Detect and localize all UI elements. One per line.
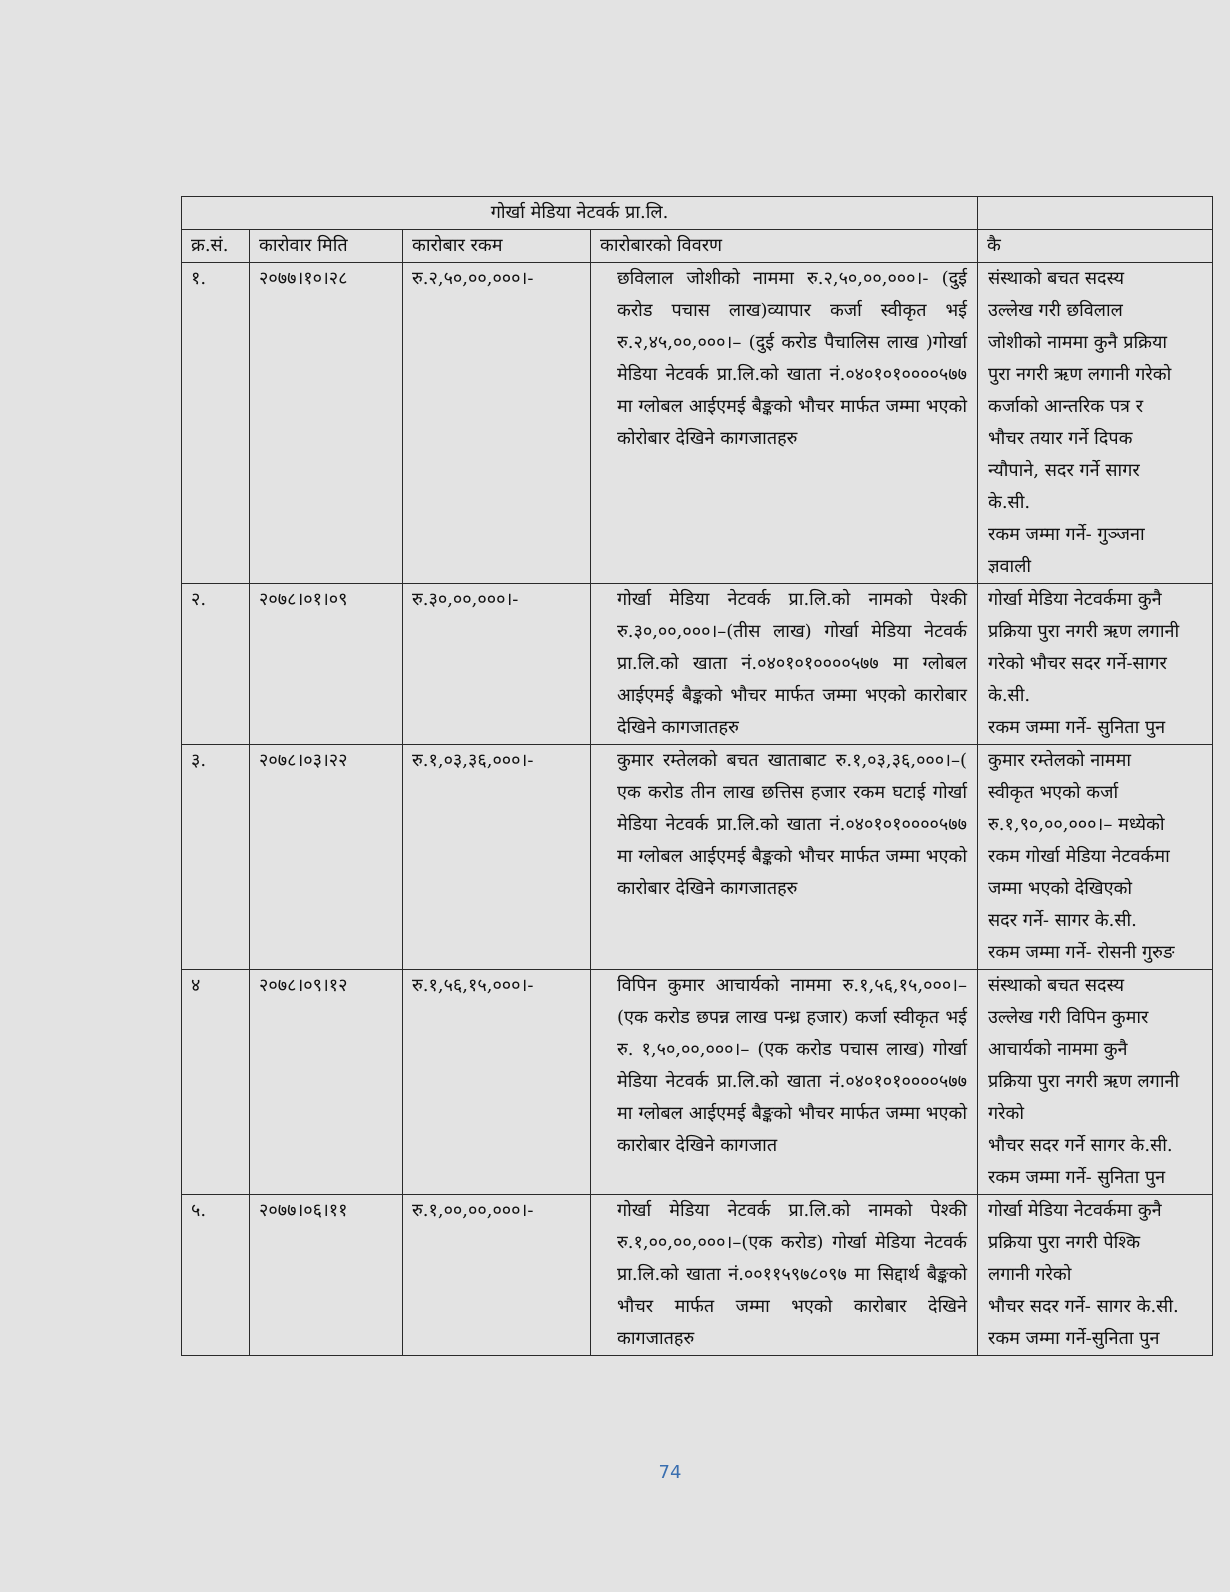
remark-line: उल्लेख गरी विपिन कुमार [988, 1007, 1149, 1028]
page-number: 74 [658, 1462, 682, 1483]
row-amount: रु.२,५०,००,०००।- [403, 263, 591, 584]
remark-line: रकम जम्मा गर्ने- सुनिता पुन [988, 717, 1166, 738]
row-amount: रु.१,०३,३६,०००।- [403, 745, 591, 970]
row-serial: ३. [182, 745, 250, 970]
row-remarks [978, 263, 1213, 584]
row-amount: रु.१,५६,१५,०००।- [403, 970, 591, 1195]
remark-line: आचार्यको नाममा कुनै [988, 1039, 1128, 1060]
remark-line: के.सी. [988, 492, 1031, 513]
table-row [182, 263, 1213, 584]
row-remarks [978, 1195, 1213, 1356]
remark-line: रकम जम्मा गर्ने-सुनिता पुन [988, 1328, 1160, 1349]
header-serial: क्र.सं. [182, 230, 250, 263]
header-description: कारोबारको विवरण [591, 230, 978, 263]
remark-line: ज्ञवाली [988, 556, 1032, 577]
remark-line: उल्लेख गरी छविलाल [988, 300, 1123, 321]
table-title-row [182, 197, 1213, 230]
remark-line: स्वीकृत भएको कर्जा [988, 782, 1119, 803]
table-row [182, 745, 1213, 970]
remark-line: प्रक्रिया पुरा नगरी पेश्कि [988, 1232, 1141, 1253]
remark-line: गोर्खा मेडिया नेटवर्कमा कुनै [988, 589, 1162, 610]
header-amount: कारोबार रकम [403, 230, 591, 263]
remark-line: पुरा नगरी ऋण लगानी गरेको [988, 364, 1172, 385]
row-serial: १. [182, 263, 250, 584]
remark-line: प्रक्रिया पुरा नगरी ऋण लगानी [988, 621, 1180, 642]
remark-line: भौचर तयार गर्ने दिपक [988, 428, 1133, 449]
table-header-row [182, 230, 1213, 263]
remark-line: रकम जम्मा गर्ने- रोसनी गुरुङ [988, 942, 1175, 963]
row-date: २०७८।०१।०९ [250, 584, 403, 745]
table-row [182, 584, 1213, 745]
table-row [182, 970, 1213, 1195]
row-date: २०७७।१०।२८ [250, 263, 403, 584]
remark-line: भौचर सदर गर्ने सागर के.सी. [988, 1135, 1173, 1156]
header-remarks: कै [978, 230, 1213, 263]
transactions-table [181, 196, 1213, 1356]
row-date: २०७८।०३।२२ [250, 745, 403, 970]
remark-line: गोर्खा मेडिया नेटवर्कमा कुनै [988, 1200, 1162, 1221]
remark-line: रकम जम्मा गर्ने- गुञ्जना [988, 524, 1145, 545]
remark-line: रु.१,९०,००,०००।– मध्येको [988, 814, 1165, 835]
remark-line: न्यौपाने, सदर गर्ने सागर [988, 460, 1140, 481]
remark-line: कुमार रम्तेलको नाममा [988, 750, 1132, 771]
row-date: २०७७।०६।११ [250, 1195, 403, 1356]
remark-line: संस्थाको बचत सदस्य [988, 975, 1125, 996]
table-row [182, 1195, 1213, 1356]
header-date: कारोवार मिति [250, 230, 403, 263]
remark-line: रकम जम्मा गर्ने- सुनिता पुन [988, 1167, 1166, 1188]
remark-line: रकम गोर्खा मेडिया नेटवर्कमा [988, 846, 1170, 867]
row-description: छविलाल जोशीको नाममा रु.२,५०,००,०००।- (दुई करोड पचास लाख)व्यापार कर्जा स्वीकृत भई रु.२,४५,००,०००।– (दुई करोड पैचालिस लाख )गोर्खा मेडिया नेटवर्क प्रा.लि.को खाता नं.०४०१०१००००५७७ मा ग्लोबल आईएमई बैङ्कको भौचर मार्फत जम्मा भएको कोरोबार देखिने कागजातहरु [591, 263, 978, 584]
remark-line: कर्जाको आन्तरिक पत्र र [988, 396, 1144, 417]
row-serial: ५. [182, 1195, 250, 1356]
row-amount: रु.१,००,००,०००।- [403, 1195, 591, 1356]
row-description: गोर्खा मेडिया नेटवर्क प्रा.लि.को नामको पेश्की रु.१,००,००,०००।–(एक करोड) गोर्खा मेडिया नेटवर्क प्रा.लि.को खाता नं.००११५९७८०९७ मा सिद्दार्थ बैङ्कको भौचर मार्फत जम्मा भएको कारोबार देखिने कागजातहरु [591, 1195, 978, 1356]
remark-line: गरेको [988, 1103, 1024, 1124]
remark-line: सदर गर्ने- सागर के.सी. [988, 910, 1137, 931]
remark-line: भौचर सदर गर्ने- सागर के.सी. [988, 1296, 1179, 1317]
remark-line: गरेको भौचर सदर गर्ने-सागर [988, 653, 1167, 674]
row-description: कुमार रम्तेलको बचत खाताबाट रु.१,०३,३६,०००।–( एक करोड तीन लाख छत्तिस हजार रकम घटाई गोर्खा मेडिया नेटवर्क प्रा.लि.को खाता नं.०४०१०१००००५७७ मा ग्लोबल आईएमई बैङ्कको भौचर मार्फत जम्मा भएको कारोबार देखिने कागजातहरु [591, 745, 978, 970]
row-date: २०७८।०९।१२ [250, 970, 403, 1195]
remark-line: जोशीको नाममा कुनै प्रक्रिया [988, 332, 1168, 353]
row-description: गोर्खा मेडिया नेटवर्क प्रा.लि.को नामको पेश्की रु.३०,००,०००।–(तीस लाख) गोर्खा मेडिया नेटवर्क प्रा.लि.को खाता नं.०४०१०१००००५७७ मा ग्लोबल आईएमई बैङ्कको भौचर मार्फत जम्मा भएको कारोबार देखिने कागजातहरु [591, 584, 978, 745]
row-remarks [978, 745, 1213, 970]
title-blank-cell [978, 197, 1213, 230]
row-remarks [978, 584, 1213, 745]
remark-line: के.सी. [988, 685, 1031, 706]
remark-line: लगानी गरेको [988, 1264, 1072, 1285]
row-serial: २. [182, 584, 250, 745]
remark-line: संस्थाको बचत सदस्य [988, 268, 1125, 289]
company-title: गोर्खा मेडिया नेटवर्क प्रा.लि. [182, 197, 978, 230]
row-serial: ४ [182, 970, 250, 1195]
row-amount: रु.३०,००,०००।- [403, 584, 591, 745]
remark-line: जम्मा भएको देखिएको [988, 878, 1133, 899]
remark-line: प्रक्रिया पुरा नगरी ऋण लगानी [988, 1071, 1180, 1092]
row-description: विपिन कुमार आचार्यको नाममा रु.१,५६,१५,०००।–(एक करोड छपन्न लाख पन्ध्र हजार) कर्जा स्वीकृत भई रु. १,५०,००,०००।– (एक करोड पचास लाख) गोर्खा मेडिया नेटवर्क प्रा.लि.को खाता नं.०४०१०१००००५७७ मा ग्लोबल आईएमई बैङ्कको भौचर मार्फत जम्मा भएको कारोबार देखिने कागजात [591, 970, 978, 1195]
row-remarks [978, 970, 1213, 1195]
